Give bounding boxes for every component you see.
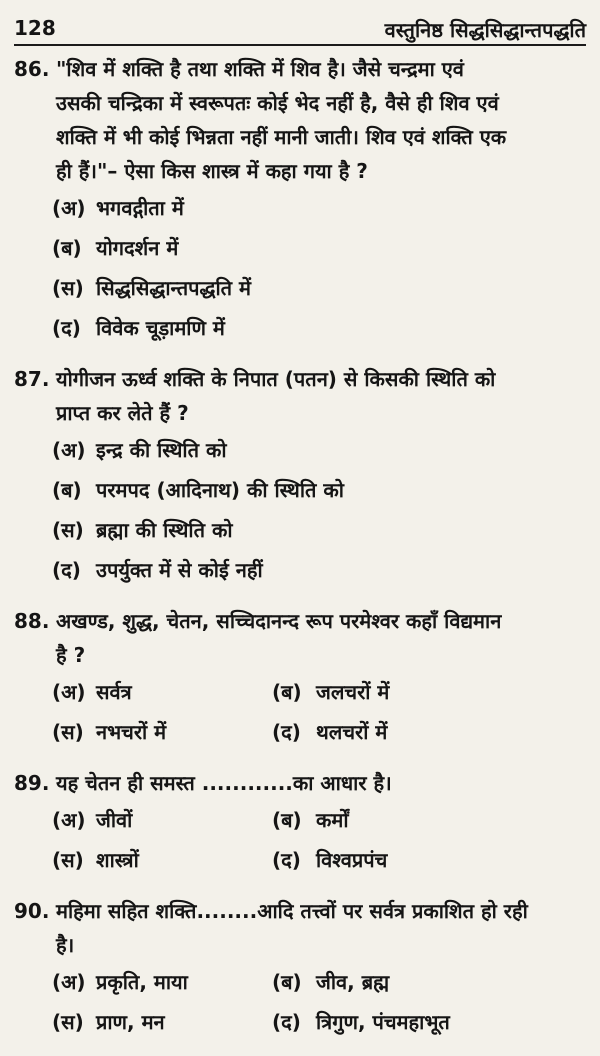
option-text: विश्वप्रपंच [316,848,388,872]
option [14,228,586,268]
option-text: विवेक चूड़ामणि में [96,316,225,340]
option [272,712,572,752]
option-key: (स) [52,1010,84,1034]
option-text: भगवद्गीता में [96,196,184,220]
page-content [14,52,586,1056]
option-row [14,1002,586,1042]
option-text: शास्त्रों [96,848,139,872]
option-key: (ब) [272,970,302,994]
option-key: (द) [272,720,301,744]
option [272,840,572,880]
option [14,308,586,348]
question-text-line: यह चेतन ही समस्त ............का आधार है। [56,771,392,795]
page-number: 128 [14,16,56,40]
question-text-line: "शिव में शक्ति है तथा शक्ति में शिव है। जैसे चन्द्रमा एवं [56,57,464,81]
option-text: इन्द्र की स्थिति को [96,438,227,462]
option-text: नभचरों में [96,720,167,744]
option-text: त्रिगुण, पंचमहाभूत [316,1010,450,1034]
option-text: प्राण, मन [96,1010,165,1034]
option [14,430,586,470]
question-text-line: उसकी चन्द्रिका में स्वरूपतः कोई भेद नहीं है, वैसे ही शिव एवं [56,91,499,115]
option [14,188,586,228]
option-key: (द) [272,1010,301,1034]
question-number: 90. [14,899,50,923]
option-key: (द) [52,316,81,340]
option-key: (अ) [52,196,86,220]
option-row [14,712,586,752]
option-key: (ब) [52,478,82,502]
question-text-line: ही हैं।"– ऐसा किस शास्त्र में कहा गया है ? [56,159,368,183]
option-text: परमपद (आदिनाथ) की स्थिति को [96,478,344,502]
option [14,268,586,308]
question-number: 88. [14,609,50,633]
option-key: (अ) [52,680,86,704]
option-key: (ब) [272,808,302,832]
question-text-line: योगीजन ऊर्ध्व शक्ति के निपात (पतन) से किसकी स्थिति को [56,367,496,391]
option [272,1002,572,1042]
option-key: (ब) [52,236,82,260]
option [52,712,272,752]
question-number: 86. [14,57,50,81]
option [52,1002,272,1042]
question-88 [14,604,586,752]
option-text: उपर्युक्त में से कोई नहीं [96,558,263,582]
option-key: (ब) [272,680,302,704]
option-key: (द) [272,848,301,872]
question-text-line: है। [56,933,75,957]
option [272,962,572,1002]
question-87 [14,362,586,590]
question-number: 89. [14,771,50,795]
option-row [14,672,586,712]
option-key: (अ) [52,808,86,832]
question-text-line: अखण्ड, शुद्ध, चेतन, सच्चिदानन्द रूप परमेश्वर कहाँ विद्यमान [56,609,502,633]
option-text: कर्मों [316,808,349,832]
option-text: जलचरों में [316,680,390,704]
question-90 [14,894,586,1042]
option [52,962,272,1002]
page-header [14,14,586,46]
question-86 [14,52,586,348]
option-text: ब्रह्मा की स्थिति को [96,518,233,542]
option-row [14,840,586,880]
question-text-line: महिमा सहित शक्ति........आदि तत्त्वों पर सर्वत्र प्रकाशित हो रही [56,899,528,923]
option-key: (द) [52,558,81,582]
option [52,800,272,840]
option-text: थलचरों में [316,720,388,744]
option-text: योगदर्शन में [96,236,179,260]
option-key: (स) [52,276,84,300]
option-key: (स) [52,848,84,872]
option-key: (स) [52,720,84,744]
question-89 [14,766,586,880]
option [14,510,586,550]
option [52,840,272,880]
running-title: वस्तुनिष्ठ सिद्धसिद्धान्तपद्धति [384,18,586,42]
option-text: प्रकृति, माया [96,970,188,994]
option [272,800,572,840]
question-text-line: प्राप्त कर लेते हैं ? [56,401,189,425]
option-text: जीवों [96,808,133,832]
option [14,550,586,590]
option-key: (अ) [52,438,86,462]
option-text: सिद्धसिद्धान्तपद्धति में [96,276,251,300]
question-number: 87. [14,367,50,391]
option-row [14,800,586,840]
option-key: (अ) [52,970,86,994]
option [52,672,272,712]
question-text-line: है ? [56,643,86,667]
option [14,470,586,510]
question-text-line: शक्ति में भी कोई भिन्नता नहीं मानी जाती। शिव एवं शक्ति एक [56,125,507,149]
option-text: सर्वत्र [96,680,132,704]
option-text: जीव, ब्रह्म [316,970,390,994]
option-row [14,962,586,1002]
option [272,672,572,712]
option-key: (स) [52,518,84,542]
